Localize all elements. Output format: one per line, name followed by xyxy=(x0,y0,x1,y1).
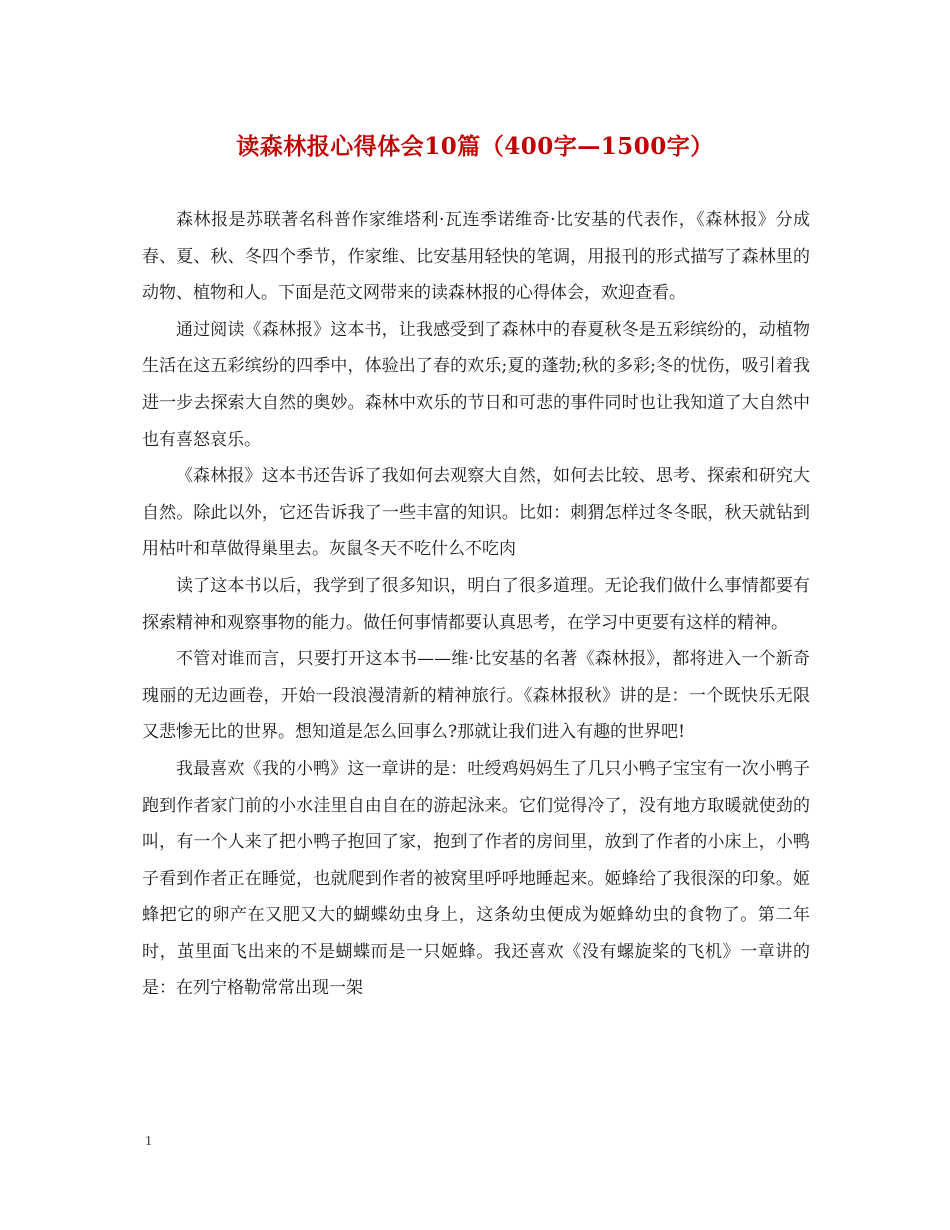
paragraph-6: 我最喜欢《我的小鸭》这一章讲的是：吐绶鸡妈妈生了几只小鸭子宝宝有一次小鸭子跑到作者家门前的小水洼里自由自在的游起泳来。它们觉得冷了，没有地方取暖就使劲的叫，有一个人来了把小鸭子抱回了家，抱到了作者的房间里，放到了作者的小床上，小鸭子看到作者正在睡觉，也就爬到作者的被窝里呼呼地睡起来。姬蜂给了我很深的印象。姬蜂把它的卵产在又肥又大的蝴蝶幼虫身上，这条幼虫便成为姬蜂幼虫的食物了。第二年时，茧里面飞出来的不是蝴蝶而是一只姬蜂。我还喜欢《没有螺旋桨的飞机》一章讲的是：在列宁格勒常常出现一架 xyxy=(142,758,810,999)
paragraph-2: 通过阅读《森林报》这本书，让我感受到了森林中的春夏秋冬是五彩缤纷的，动植物生活在这五彩缤纷的四季中，体验出了春的欢乐;夏的蓬勃;秋的多彩;冬的忧伤，吸引着我进一步去探索大自然的奥妙。森林中欢乐的节日和可悲的事件同时也让我知道了大自然中也有喜怒哀乐。 xyxy=(142,319,810,450)
document-title: 读森林报心得体会10篇（400字—1500字） xyxy=(236,133,714,160)
paragraph-1: 森林报是苏联著名科普作家维塔利·瓦连季诺维奇·比安基的代表作，《森林报》分成春、夏、秋、冬四个季节，作家维、比安基用轻快的笔调，用报刊的形式描写了森林里的动物、植物和人。下面是范文网带来的读森林报的心得体会，欢迎查看。 xyxy=(142,210,810,304)
paragraph-5: 不管对谁而言，只要打开这本书——维·比安基的名著《森林报》，都将进入一个新奇瑰丽的无边画卷，开始一段浪漫清新的精神旅行。《森林报秋》讲的是：一个既快乐无限又悲惨无比的世界。想知道是怎么回事么?那就让我们进入有趣的世界吧! xyxy=(142,649,810,743)
document-body xyxy=(142,202,810,1007)
page-number: 1 xyxy=(145,1134,152,1149)
paragraph-4: 读了这本书以后，我学到了很多知识，明白了很多道理。无论我们做什么事情都要有探索精神和观察事物的能力。做任何事情都要认真思考，在学习中更要有这样的精神。 xyxy=(142,575,810,633)
paragraph-3: 《森林报》这本书还告诉了我如何去观察大自然，如何去比较、思考、探索和研究大自然。除此以外，它还告诉我了一些丰富的知识。比如：刺猬怎样过冬冬眠，秋天就钻到用枯叶和草做得巢里去。灰鼠冬天不吃什么不吃肉 xyxy=(142,466,810,560)
